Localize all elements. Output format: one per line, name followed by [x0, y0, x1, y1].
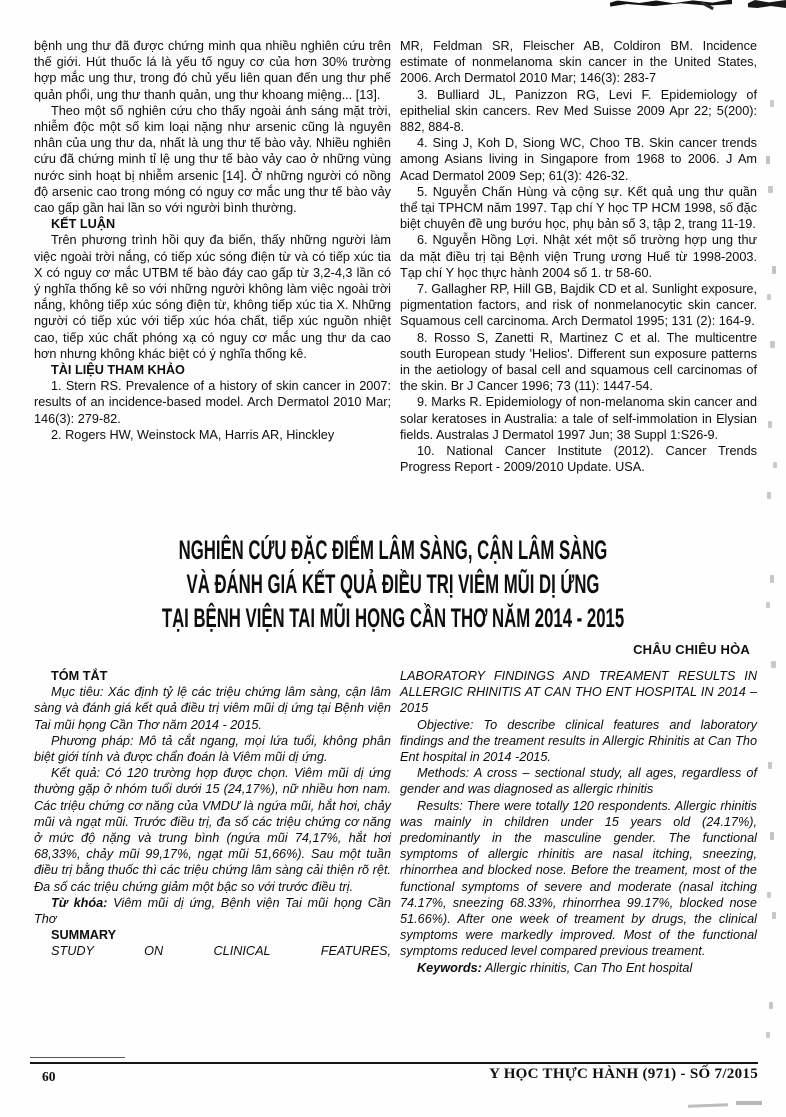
scan-bleed-mark: [770, 100, 774, 107]
reference-item: 4. Sing J, Koh D, Siong WC, Choo TB. Skin cancer trends among Asians living in Singapore from 1968 to 2006. J Am Acad Dermatol 2009 Sep; 61(3): 426-32.: [400, 136, 757, 183]
scan-bleed-mark: [772, 912, 776, 919]
scan-smudge-bottom: [736, 1101, 762, 1105]
reference-item: 5. Nguyễn Chấn Hùng và cộng sự. Kết quả ung thư quần thể tại TPHCM năm 1997. Tạp chí Y học TP HCM 1998, số đặc biệt chuyên đề ung bướu học, phụ bản số 3, tập 2, trang 11-19.: [400, 184, 757, 232]
reference-item: 7. Gallagher RP, Hill GB, Bajdik CD et al. Sunlight exposure, pigmentation factors, and risk of nonmelanocytic skin cancer. Squamous cell carcinoma. Arch Dermatol 1995; 131 (2): 164-9.: [400, 282, 757, 329]
reference-item: 9. Marks R. Epidemiology of non-melanoma skin cancer and solar keratoses in Australia: a tale of self-immolation in Elysian fields. Australas J Dermatol 1997 Jun; 38 Suppl 1:S26-9.: [400, 395, 757, 442]
scan-bleed-mark: [767, 892, 771, 898]
article-title-line: NGHIÊN CỨU ĐẶC ĐIỂM LÂM SÀNG, CẬN LÂM SÀNG: [178, 535, 608, 565]
scan-bleed-mark: [770, 341, 775, 348]
reference-continuation: MR, Feldman SR, Fleischer AB, Coldiron BM. Incidence estimate of nonmelanoma skin cancer in the United States, 2006. Arch Dermatol 2010 Mar; 146(3): 283-7: [400, 39, 757, 86]
previous-article-section: [34, 38, 757, 475]
reference-item: 10. National Cancer Institute (2012). Cancer Trends Progress Report - 2009/2010 Update. USA.: [400, 444, 757, 475]
reference-item: 3. Bulliard JL, Panizzon RG, Levi F. Epidemiology of epithelial skin cancers. Rev Med Suisse 2009 Apr 22; 5(200): 882, 884-8.: [400, 87, 757, 135]
article-title-line: TẠI BỆNH VIỆN TAI MŨI HỌNG CẦN THƠ NĂM 2014 - 2015: [161, 603, 625, 633]
keywords-paragraph-en: [400, 960, 757, 976]
objective-paragraph-vi: Mục tiêu: Xác định tỷ lệ các triệu chứng lâm sàng, cận lâm sàng và đánh giá kết quả điều trị viêm mũi dị ứng tại Bệnh viện Tai mũi họng Cần Thơ năm 2014 - 2015.: [34, 685, 391, 732]
english-title-paragraph: LABORATORY FINDINGS AND TREAMENT RESULTS IN ALLERGIC RHINITIS AT CAN THO ENT HOSPITAL IN 2014 – 2015: [400, 669, 757, 716]
tom-tat-heading: TÓM TẮT: [51, 669, 108, 683]
scan-bleed-mark: [771, 661, 776, 668]
conclusion-heading: KẾT LUẬN: [51, 217, 116, 232]
keywords-text-en: Allergic rhinitis, Can Tho Ent hospital: [484, 960, 693, 975]
article-title-line: VÀ ĐÁNH GIÁ KẾT QUẢ ĐIỀU TRỊ VIÊM MŨI DỊ ỨNG: [186, 569, 600, 599]
body-paragraph: bệnh ung thư đã được chứng minh qua nhiều nghiên cứu trên thế giới. Hút thuốc lá là yếu tố nguy cơ của hơn 30% trường hợp mắc ung thư, trong đó chủ yếu liên quan đến ung thư phế quản phổi, ung thư thanh quản, ung thư khoang miệng... [13].: [34, 39, 391, 102]
scan-bleed-mark: [768, 186, 773, 193]
objective-paragraph-en: Objective: To describe clinical features and laboratory findings and the treament results in Allergic Rhinitis at Can Tho Ent hospital in 2014 -2015.: [400, 717, 757, 765]
method-paragraph-vi: Phương pháp: Mô tả cắt ngang, mọi lứa tuổi, không phân biệt giới tính và được chẩn đoán là Viêm mũi dị ứng.: [34, 733, 391, 765]
scan-bleed-mark: [766, 1032, 770, 1038]
top-left-column: [34, 38, 391, 475]
scan-smudge-top-corner: [748, 0, 786, 8]
scan-bleed-mark: [768, 762, 772, 769]
page-number: 60: [42, 1069, 56, 1084]
scan-bleed-mark: [770, 832, 774, 840]
scan-smudge-top: [610, 0, 732, 7]
result-paragraph-vi: Kết quả: Có 120 trường hợp được chọn. Viêm mũi dị ứng thường gặp ở nhóm tuổi dưới 15 (24,17%), nữ nhiều hơn nam. Các triệu chứng cơ năng của VMDƯ là ngứa mũi, hắt hơi, chảy mũi và ngạt mũi. Trước điều trị, đa số các triệu chứng cơ năng ở mức độ nặng và trung bình (ngứa mũi 74,17%, hắt hơi 68,33%, chảy mũi 99,17%, ngạt mũi 51,66%). Sau một tuần điều trị bằng thuốc thì các triệu chứng lâm sàng cải thiện rõ rệt. Đa số các triệu chứng giảm một bậc so với trước điều trị.: [34, 766, 391, 894]
article-title: [0, 533, 786, 635]
scan-bleed-mark: [768, 421, 772, 428]
footer-rule: [30, 1062, 758, 1064]
reference-item: 8. Rosso S, Zanetti R, Martinez C et al. The multicentre south European study 'Helios'. Different sun exposure patterns in the aetiology of basal cell and squamous cell carcinomas of the skin. Br J Cancer 1996; 73 (11): 1447-54.: [400, 330, 757, 394]
scan-bleed-mark: [766, 156, 770, 164]
results-paragraph-en: Results: There were totally 120 respondents. Allergic rhinitis was mainly in children under 15 years old (24.17%), predominantly in the masculine gender. The functional symptoms of allergic rhinitis are nasal itching, sneezing, rhinorrhea and blocked nose. Before the treament, most of the functional symptoms of severe and moderate (nasal itching 74.17%, sneezing 68.33%, rhinorrhea 99.17%, blocked nose 51.66%). After one week of treament by drugs, the clinical symptoms were markedly improved. Most of the functional symptoms reduced level compared previous treament.: [400, 798, 757, 959]
reference-item: 1. Stern RS. Prevalence of a history of skin cancer in 2007: results of an incidence-based model. Arch Dermatol 2010 Mar; 146(3): 279-82.: [34, 379, 391, 426]
keywords-paragraph-vi: [34, 895, 391, 927]
scan-bleed-mark: [772, 266, 776, 274]
summary-heading: SUMMARY: [51, 928, 117, 943]
abstract-section: [34, 668, 757, 976]
scan-bleed-mark: [767, 492, 771, 499]
author-name: CHÂU CHIÊU HÒA: [633, 642, 750, 657]
summary-first-line: STUDY ON CLINICAL FEATURES,: [51, 944, 391, 959]
footer-rule-stub: [30, 1057, 125, 1058]
reference-item: 6. Nguyễn Hồng Lợi. Nhật xét một số trường hợp ung thư da mặt điều trị tại Bệnh viện Trung ương Huế từ 1998-2003. Tạp chí Y học thực hành 2004 số 1. tr 58-60.: [400, 233, 757, 280]
scan-smudge-bottom: [688, 1103, 728, 1107]
keywords-label-en: Keywords:: [417, 960, 482, 975]
references-heading: TÀI LIỆU THAM KHẢO: [51, 363, 185, 378]
top-right-column: [400, 38, 757, 475]
keywords-text-vi: Viêm mũi dị ứng, Bệnh viện Tai mũi họng Cần Thơ: [34, 895, 391, 927]
scan-bleed-mark: [769, 1002, 773, 1009]
scan-bleed-mark: [773, 462, 777, 468]
keywords-label-vi: Từ khóa:: [51, 895, 108, 910]
abstract-english-column: [400, 668, 757, 976]
body-paragraph: Theo một số nghiên cứu cho thấy ngoài ánh sáng mặt trời, nhiễm độc một số kim loại nặng như arsenic cũng là nguyên nhân của ung thư da, nhất là ung thư tế bào vảy. Nhiều nghiên cứu đã chứng minh tỉ lệ ung thư tế bào vảy cao ở những vùng nước sinh hoạt bị nhiễm arsenic [14]. Ở những người có nồng độ arsenic cao trong móng có nguy cơ mắc ung thư tế bào vảy cao gấp gần hai lần so với người bình thường.: [34, 103, 391, 216]
abstract-vietnamese-column: [34, 668, 391, 976]
reference-item: 2. Rogers HW, Weinstock MA, Harris AR, Hinckley: [51, 427, 335, 442]
methods-paragraph-en: Methods: A cross – sectional study, all ages, regardless of gender and was diagnosed as allergic rhinitis: [400, 766, 757, 797]
scan-bleed-mark: [767, 294, 771, 300]
journal-title-footer: Y HỌC THỰC HÀNH (971) - SỐ 7/2015: [489, 1066, 758, 1082]
conclusion-paragraph: Trên phương trình hồi quy đa biến, thấy những người làm việc ngoài trời nắng, có tiếp xúc sóng điện từ và có tiếp xúc tia X có nguy cơ mắc UTBM tế bào đáy cao gấp từ 3,2-4,3 lần có ý nghĩa thống kê so với những người không làm việc ngoài trời nắng, không tiếp xúc sóng điện từ, không tiếp xúc tia X. Những người có tiếp xúc với tiếp xúc hóa chất, tiếp xúc nguồn nhiệt cao, tiếp xúc chất phóng xạ có nguy cơ mắc ung thư da cao hơn nhưng không khác biệt có ý nghĩa thống kê.: [34, 233, 391, 361]
